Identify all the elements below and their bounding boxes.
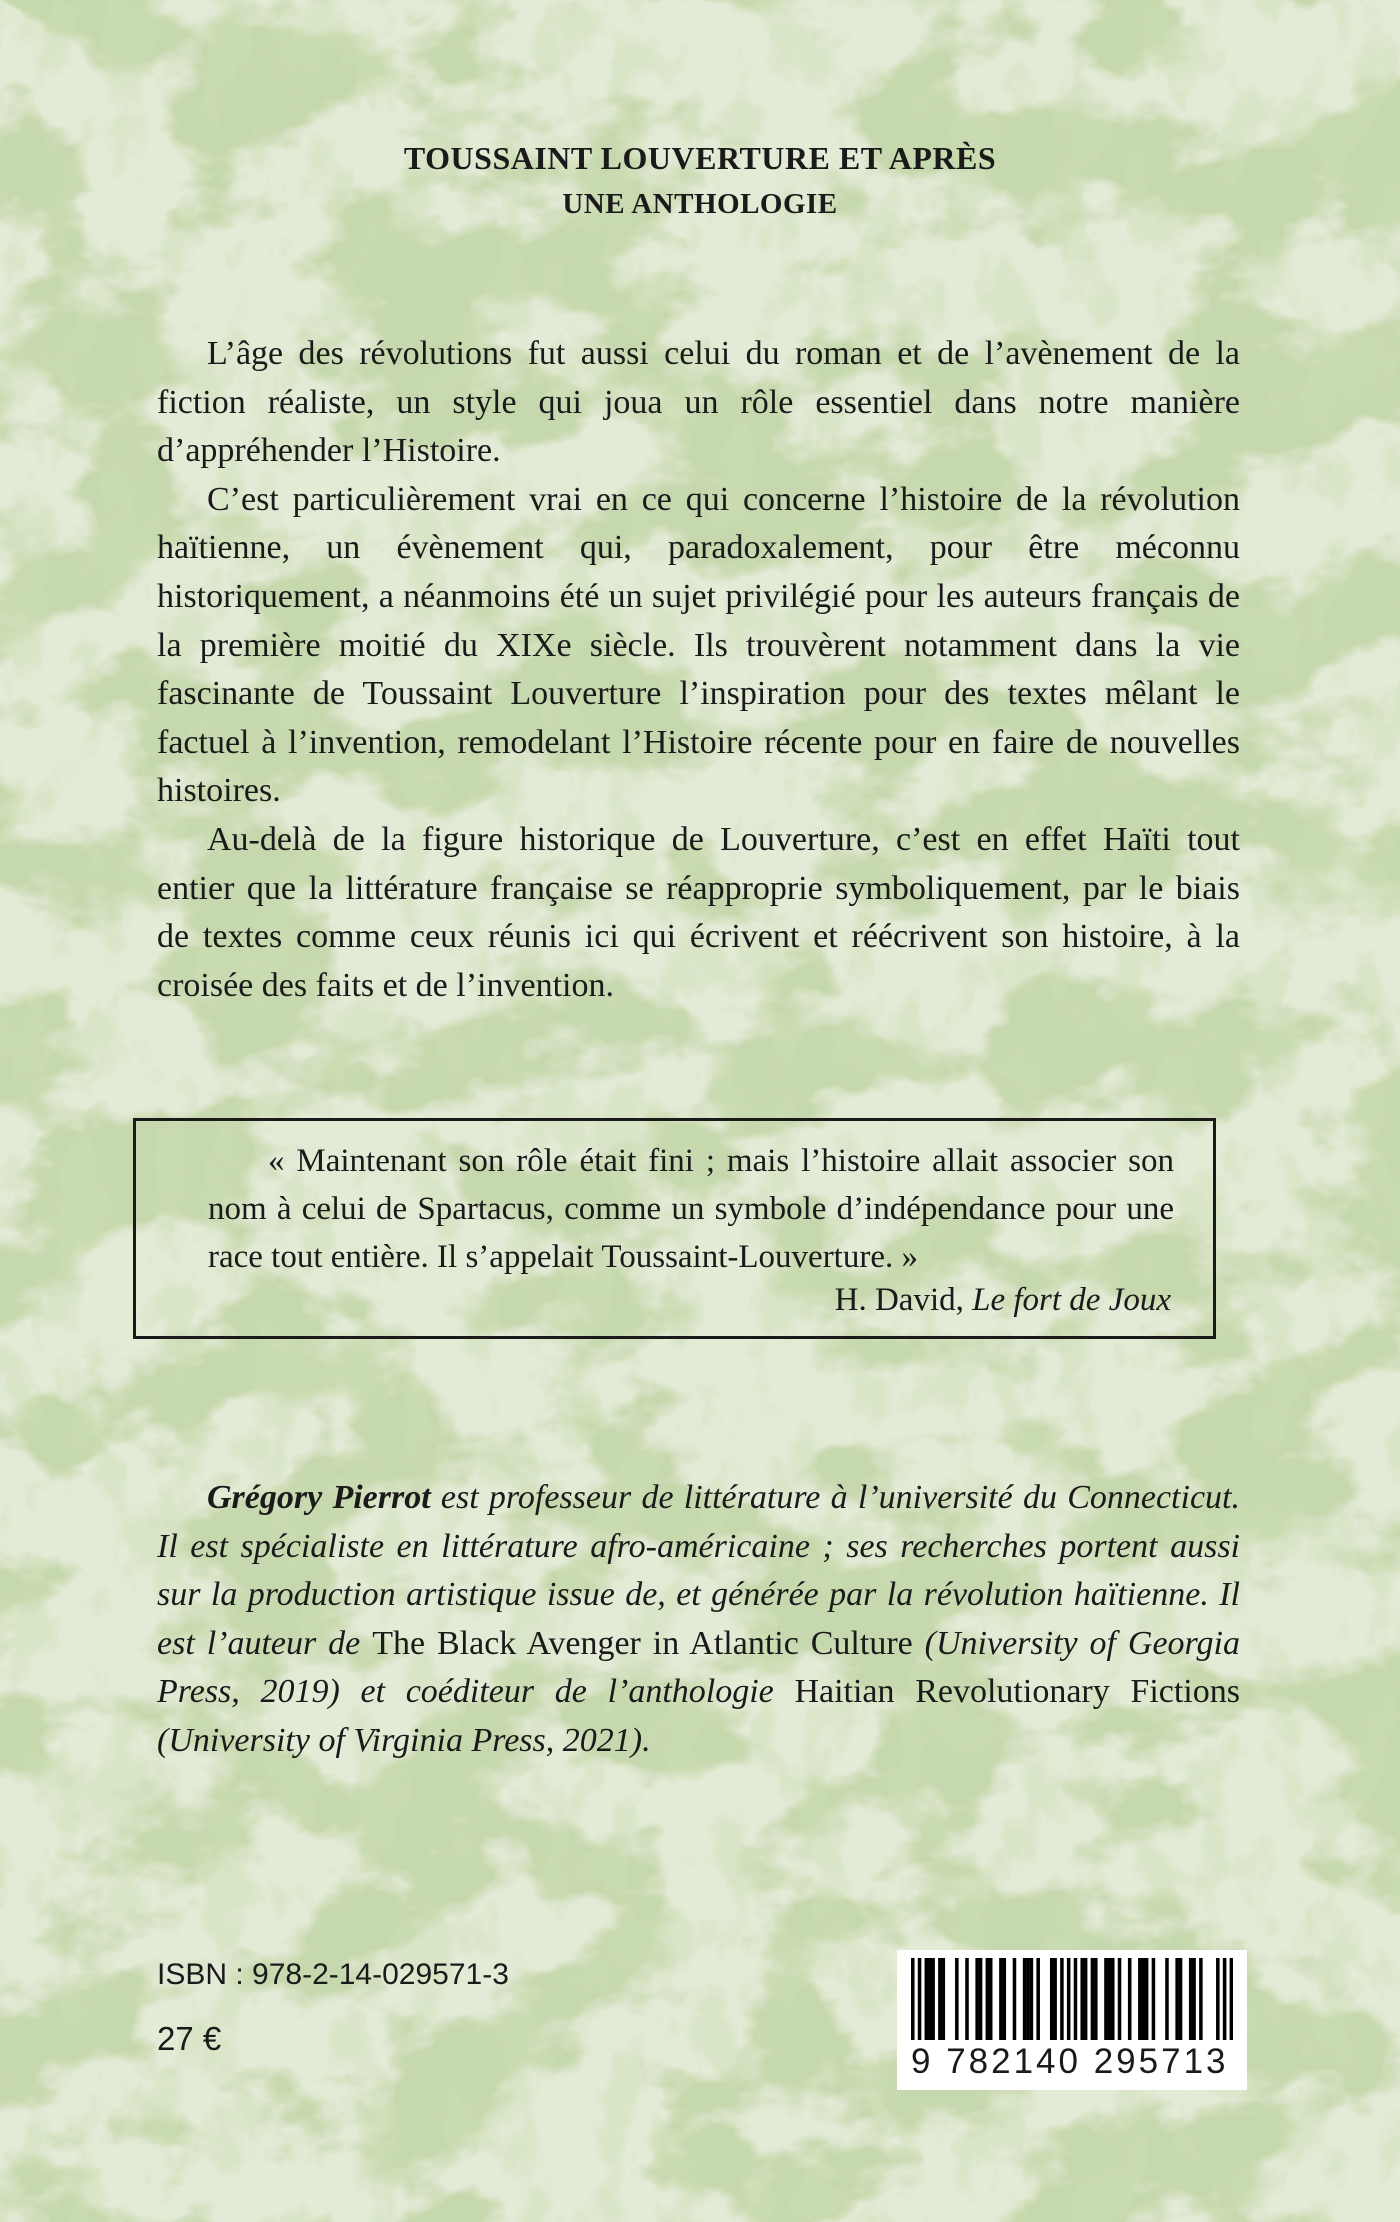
quote-text: « Maintenant son rôle était fini ; mais l’histoire allait associer son nom à celui de Spartacus, comme un symbole d’indépendance pour une race tout entière. Il s’appelait Toussaint-Louverture. » xyxy=(208,1143,1174,1275)
barcode-bar xyxy=(1141,1958,1145,2040)
barcode-bar xyxy=(1036,1958,1040,2040)
barcode-bar xyxy=(1118,1958,1122,2040)
barcode-bar xyxy=(1189,1958,1193,2040)
bio-text: (University of Georgia Press, 2019) et coéditeur de l’anthologie xyxy=(157,1624,1240,1710)
barcode-bar xyxy=(1091,1958,1095,2040)
barcode-bar xyxy=(1128,1958,1132,2040)
barcode-bar xyxy=(928,1958,932,2040)
barcode-bar xyxy=(1026,1958,1030,2040)
barcode-bar xyxy=(1023,1958,1027,2040)
quote-author: H. David, xyxy=(834,1282,973,1318)
barcode-bar xyxy=(1216,1958,1220,2040)
barcode-bar xyxy=(999,1958,1003,2040)
barcode-bar xyxy=(1145,1958,1149,2040)
barcode-bar xyxy=(1111,1958,1115,2040)
author-bio xyxy=(157,1474,1240,1765)
barcode-bar xyxy=(1060,1958,1064,2040)
barcode-bars xyxy=(911,1958,1233,2040)
barcode-bar xyxy=(1152,1958,1156,2040)
barcode-bar xyxy=(979,1958,983,2040)
barcode-bar xyxy=(1223,1958,1227,2040)
barcode-bar xyxy=(1175,1958,1179,2040)
barcode-bar xyxy=(1165,1958,1169,2040)
quote-book: Le fort de Joux xyxy=(972,1282,1171,1318)
barcode-bar xyxy=(1053,1958,1057,2040)
quote-source xyxy=(835,1276,1171,1324)
price: 27 € xyxy=(157,2020,222,2057)
barcode-bar xyxy=(1230,1958,1233,2040)
barcode-bar xyxy=(975,1958,979,2040)
book-subtitle: UNE ANTHOLOGIE xyxy=(562,188,838,220)
author-name: Grégory Pierrot xyxy=(207,1479,431,1516)
bio-text: (University of Virginia Press, 2021). xyxy=(157,1721,651,1759)
barcode-bar xyxy=(1003,1958,1007,2040)
barcode xyxy=(897,1950,1247,2090)
barcode-bar xyxy=(1074,1958,1078,2040)
barcode-bar xyxy=(1050,1958,1054,2040)
barcode-bar xyxy=(986,1958,990,2040)
barcode-bar xyxy=(989,1958,993,2040)
quote-box xyxy=(133,1118,1216,1339)
barcode-bar xyxy=(1067,1958,1071,2040)
barcode-bar xyxy=(931,1958,935,2040)
barcode-bar xyxy=(942,1958,946,2040)
barcode-bar xyxy=(1104,1958,1108,2040)
bio-book-title: Haitian Revolutionary Fictions xyxy=(794,1673,1240,1710)
barcode-bar xyxy=(1179,1958,1183,2040)
blurb-paragraph: L’âge des révolutions fut aussi celui du roman et de l’avènement de la fiction réaliste, un style qui joua un rôle essentiel dans notre manière d’appréhender l’Histoire. xyxy=(157,335,1240,470)
barcode-bar xyxy=(938,1958,942,2040)
barcode-bar xyxy=(1084,1958,1088,2040)
barcode-bar xyxy=(1108,1958,1112,2040)
bio-book-title: The Black Avenger in Atlantic Culture xyxy=(372,1624,913,1662)
bio-text: est professeur de littérature à l’université du Connecticut. Il est spécialiste en littérature afro-américaine ; ses recherches portent aussi sur la production artistique issue de, et générée par la révolution haïtienne. Il est l’auteur de xyxy=(157,1479,1240,1662)
barcode-bar xyxy=(965,1958,969,2040)
barcode-bar xyxy=(1013,1958,1017,2040)
blurb-paragraph: Au-delà de la figure historique de Louverture, c’est en effet Haïti tout entier que la littérature française se réapproprie symboliquement, par le biais de textes comme ceux réunis ici qui écrivent et réécrivent son histoire, à la croisée des faits et de l’invention. xyxy=(157,820,1240,1004)
blurb xyxy=(157,330,1240,1010)
barcode-bar xyxy=(1094,1958,1098,2040)
barcode-bar xyxy=(1138,1958,1142,2040)
isbn: ISBN : 978-2-14-029571-3 xyxy=(157,1958,509,1991)
barcode-bar xyxy=(1030,1958,1034,2040)
barcode-bar xyxy=(1080,1958,1084,2040)
book-title: TOUSSAINT LOUVERTURE ET APRÈS xyxy=(403,140,997,176)
barcode-bar xyxy=(1199,1958,1203,2040)
barcode-bar xyxy=(925,1958,929,2040)
barcode-bar xyxy=(918,1958,922,2040)
blurb-paragraph: C’est particulièrement vrai en ce qui concerne l’histoire de la révolution haïtienne, un évènement qui, paradoxalement, pour être méconnu historiquement, a néanmoins été un sujet privilégié pour les auteurs français de la première moitié du XIXe siècle. Ils trouvèrent notamment dans la vie fascinante de Toussaint Louverture l’inspiration pour des textes mêlant le factuel à l’invention, remodelant l’Histoire récente pour en faire de nouvelles histoires. xyxy=(157,480,1240,810)
barcode-bar xyxy=(1192,1958,1196,2040)
barcode-digits: 9 782140 295713 xyxy=(911,2042,1229,2081)
barcode-bar xyxy=(955,1958,959,2040)
barcode-bar xyxy=(911,1958,915,2040)
